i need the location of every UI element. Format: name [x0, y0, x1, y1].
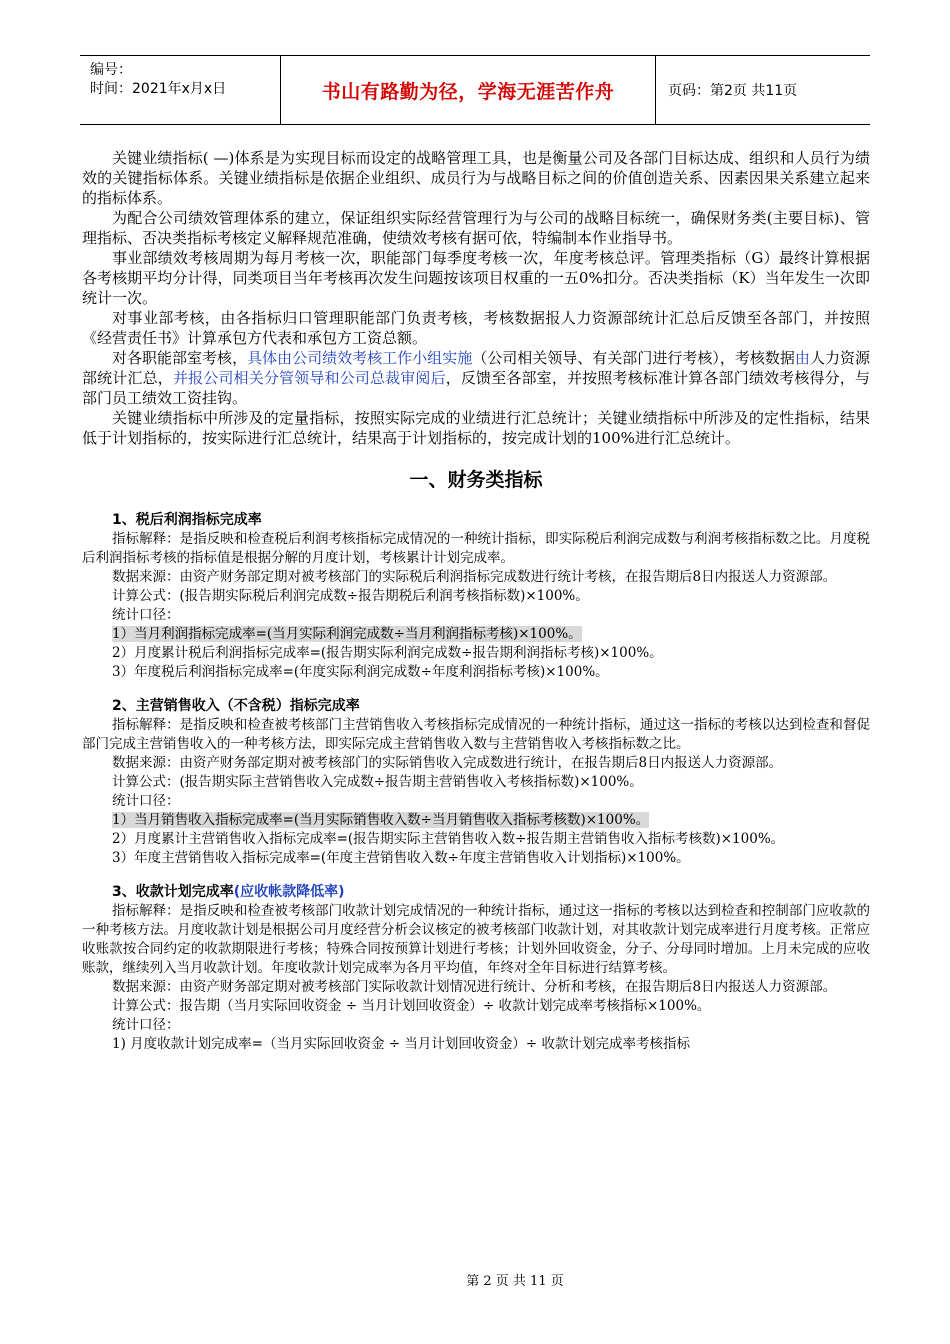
footer-page-number: 第 2 页 共 11 页	[466, 1274, 564, 1289]
item-2-title: 2、主营销售收入（不含税）指标完成率	[112, 698, 360, 714]
item-1-caliber-2: 2）月度累计税后利润指标完成率=(报告期实际利润完成数÷报告期利润指标考核)×100%。	[112, 645, 663, 661]
header-page-info: 页码：第2页 共11页	[668, 83, 798, 99]
header-meta	[80, 56, 280, 124]
item-1-formula: 计算公式：(报告期实际税后利润完成数÷报告期税后利润考核指标数)×100%。	[112, 588, 589, 604]
item-2-caliber-3: 3）年度主营销售收入指标完成率=(年度主营销售收入数÷年度主营销售收入计划指标)×100%。	[112, 850, 690, 866]
item-3-explain: 指标解释：是指反映和检查被考核部门收款计划完成情况的一种统计指标，通过这一指标的考核以达到检查和控制部门应收款的一种考核方法。月度收款计划是根据公司月度经营分析会议核定的被考核部门收款计划，对其收款计划完成率进行月度考核。正常应收账款按合同约定的收款期限进行考核；特殊合同按预算计划进行考核；计划外回收资金，分子、分母同时增加。上月未完成的应收账款，继续列入当月收款计划。年度收款计划完成率为各月平均值，年终对全年目标进行结算考核。	[82, 903, 870, 976]
item-3-source: 数据来源：由资产财务部定期对被考核部门实际收款计划情况进行统计、分析和考核，在报告期后8日内报送人力资源部。	[112, 979, 837, 995]
item-2-source: 数据来源：由资产财务部定期对被考核部门的实际销售收入完成数进行统计，在报告期后8日内报送人力资源部。	[112, 755, 783, 771]
p5-part-d: 由	[794, 349, 810, 367]
section-title: 一、财务类指标	[409, 469, 543, 491]
item-1-caliber: 统计口径：	[112, 607, 180, 623]
item-3-caliber-1: 1) 月度收款计划完成率=（当月实际回收资金 ÷ 当月计划回收资金）÷ 收款计划完成率考核指标	[112, 1036, 690, 1052]
intro-paragraph-3: 事业部绩效考核周期为每月考核一次，职能部门每季度考核一次，年度考核总评。管理类指标（G）最终计算根据各考核期平均分计得，同类项目当年考核再次发生问题按该项目权重的一五0%扣分。否决类指标（K）当年发生一次即统计一次。	[82, 249, 870, 307]
item-3-title-note: (应收帐款降低率)	[233, 884, 345, 900]
item-1-title: 1、税后利润指标完成率	[112, 512, 262, 528]
intro-paragraph-1: 关键业绩指标( —)体系是为实现目标而设定的战略管理工具，也是衡量公司及各部门目标达成、组织和人员行为绩效的关键指标体系。关键业绩指标是依据企业组织、成员行为与战略目标之间的价值创造关系、因素因果关系建立起来的指标体系。	[82, 149, 870, 207]
p5-part-c: （公司相关领导、有关部门进行考核），考核数据	[472, 349, 795, 367]
document-time-label: 时间：2021年x月x日	[90, 81, 227, 97]
p5-highlight-review: 并报公司相关分管领导和公司总裁审阅后	[172, 369, 446, 387]
item-1-explain: 指标解释：是指反映和检查税后利润考核指标完成情况的一种统计指标，即实际税后利润完成数与利润考核指标数之比。月度税后利润指标考核的指标值是根据分解的月度计划，考核累计计划完成率。	[82, 531, 870, 566]
p5-part-a: 对各职能部室考核，	[112, 349, 248, 367]
intro-paragraph-4: 对事业部考核，由各指标归口管理职能部门负责考核，考核数据报人力资源部统计汇总后反馈至各部门，并按照《经营责任书》计算承包方代表和承包方工资总额。	[82, 309, 870, 347]
intro-paragraph-6: 关键业绩指标中所涉及的定量指标，按照实际完成的业绩进行汇总统计；关键业绩指标中所涉及的定性指标，结果低于计划指标的，按实际进行汇总统计，结果高于计划指标的，按完成计划的100%进行汇总统计。	[82, 409, 870, 447]
item-1-source: 数据来源：由资产财务部定期对被考核部门的实际税后利润指标完成数进行统计考核，在报告期后8日内报送人力资源部。	[112, 569, 837, 585]
item-2-formula: 计算公式：(报告期实际主营销售收入完成数÷报告期主营销售收入考核指标数)×100%。	[112, 774, 643, 790]
item-2-caliber-2: 2）月度累计主营销售收入指标完成率=(报告期实际主营销售收入数÷报告期主营销售收入指标考核数)×100%。	[112, 831, 785, 847]
page-header	[80, 55, 870, 125]
page-footer	[0, 1270, 950, 1289]
item-2-caliber-1	[82, 811, 870, 830]
item-3-formula: 计算公式：报告期（当月实际回收资金 ÷ 当月计划回收资金）÷ 收款计划完成率考核指标×100%。	[112, 998, 711, 1014]
document-number-label: 编号：	[90, 62, 132, 78]
p5-highlight-team: 具体由公司绩效考核工作小组实施	[247, 349, 473, 367]
item-1-caliber-1-text: 1）当月利润指标完成率=(当月实际利润完成数÷当月利润指标考核)×100%。	[112, 626, 582, 642]
intro-paragraph-2: 为配合公司绩效管理体系的建立，保证组织实际经营管理行为与公司的战略目标统一，确保财务类(主要目标)、管理指标、否决类指标考核定义解释规范准确，使绩效考核有据可依，特编制本作业指导书。	[82, 209, 870, 247]
item-2-caliber: 统计口径：	[112, 793, 180, 809]
item-3-title	[82, 882, 870, 902]
p5-part-g: ，反馈至各部室，并按照考核标准计算各部门绩效考核得分，与部门员工绩效工资挂钩。	[82, 369, 870, 407]
item-3-caliber: 统计口径：	[112, 1017, 180, 1033]
item-1-caliber-3: 3）年度税后利润指标完成率=(年度实际利润完成数÷年度利润指标考核)×100%。	[112, 664, 609, 680]
intro-paragraph-5	[82, 348, 870, 408]
item-3-title-text: 3、收款计划完成率	[112, 884, 234, 900]
item-1-caliber-1	[82, 625, 870, 644]
p5-part-e: 人力资源部统计汇总，	[82, 349, 870, 387]
header-motto: 书山有路勤为径，学海无涯苦作舟	[280, 56, 656, 124]
item-2-caliber-1-text: 1）当月销售收入指标完成率=(当月实际销售收入数÷当月销售收入指标考核数)×100%。	[112, 812, 650, 828]
item-2-explain: 指标解释：是指反映和检查被考核部门主营销售收入考核指标完成情况的一种统计指标，通过这一指标的考核以达到检查和督促部门完成主营销售收入的一种考核方法，即实际完成主营销售收入数与主营销售收入考核指标数之比。	[82, 717, 870, 752]
document-body	[82, 148, 870, 1054]
